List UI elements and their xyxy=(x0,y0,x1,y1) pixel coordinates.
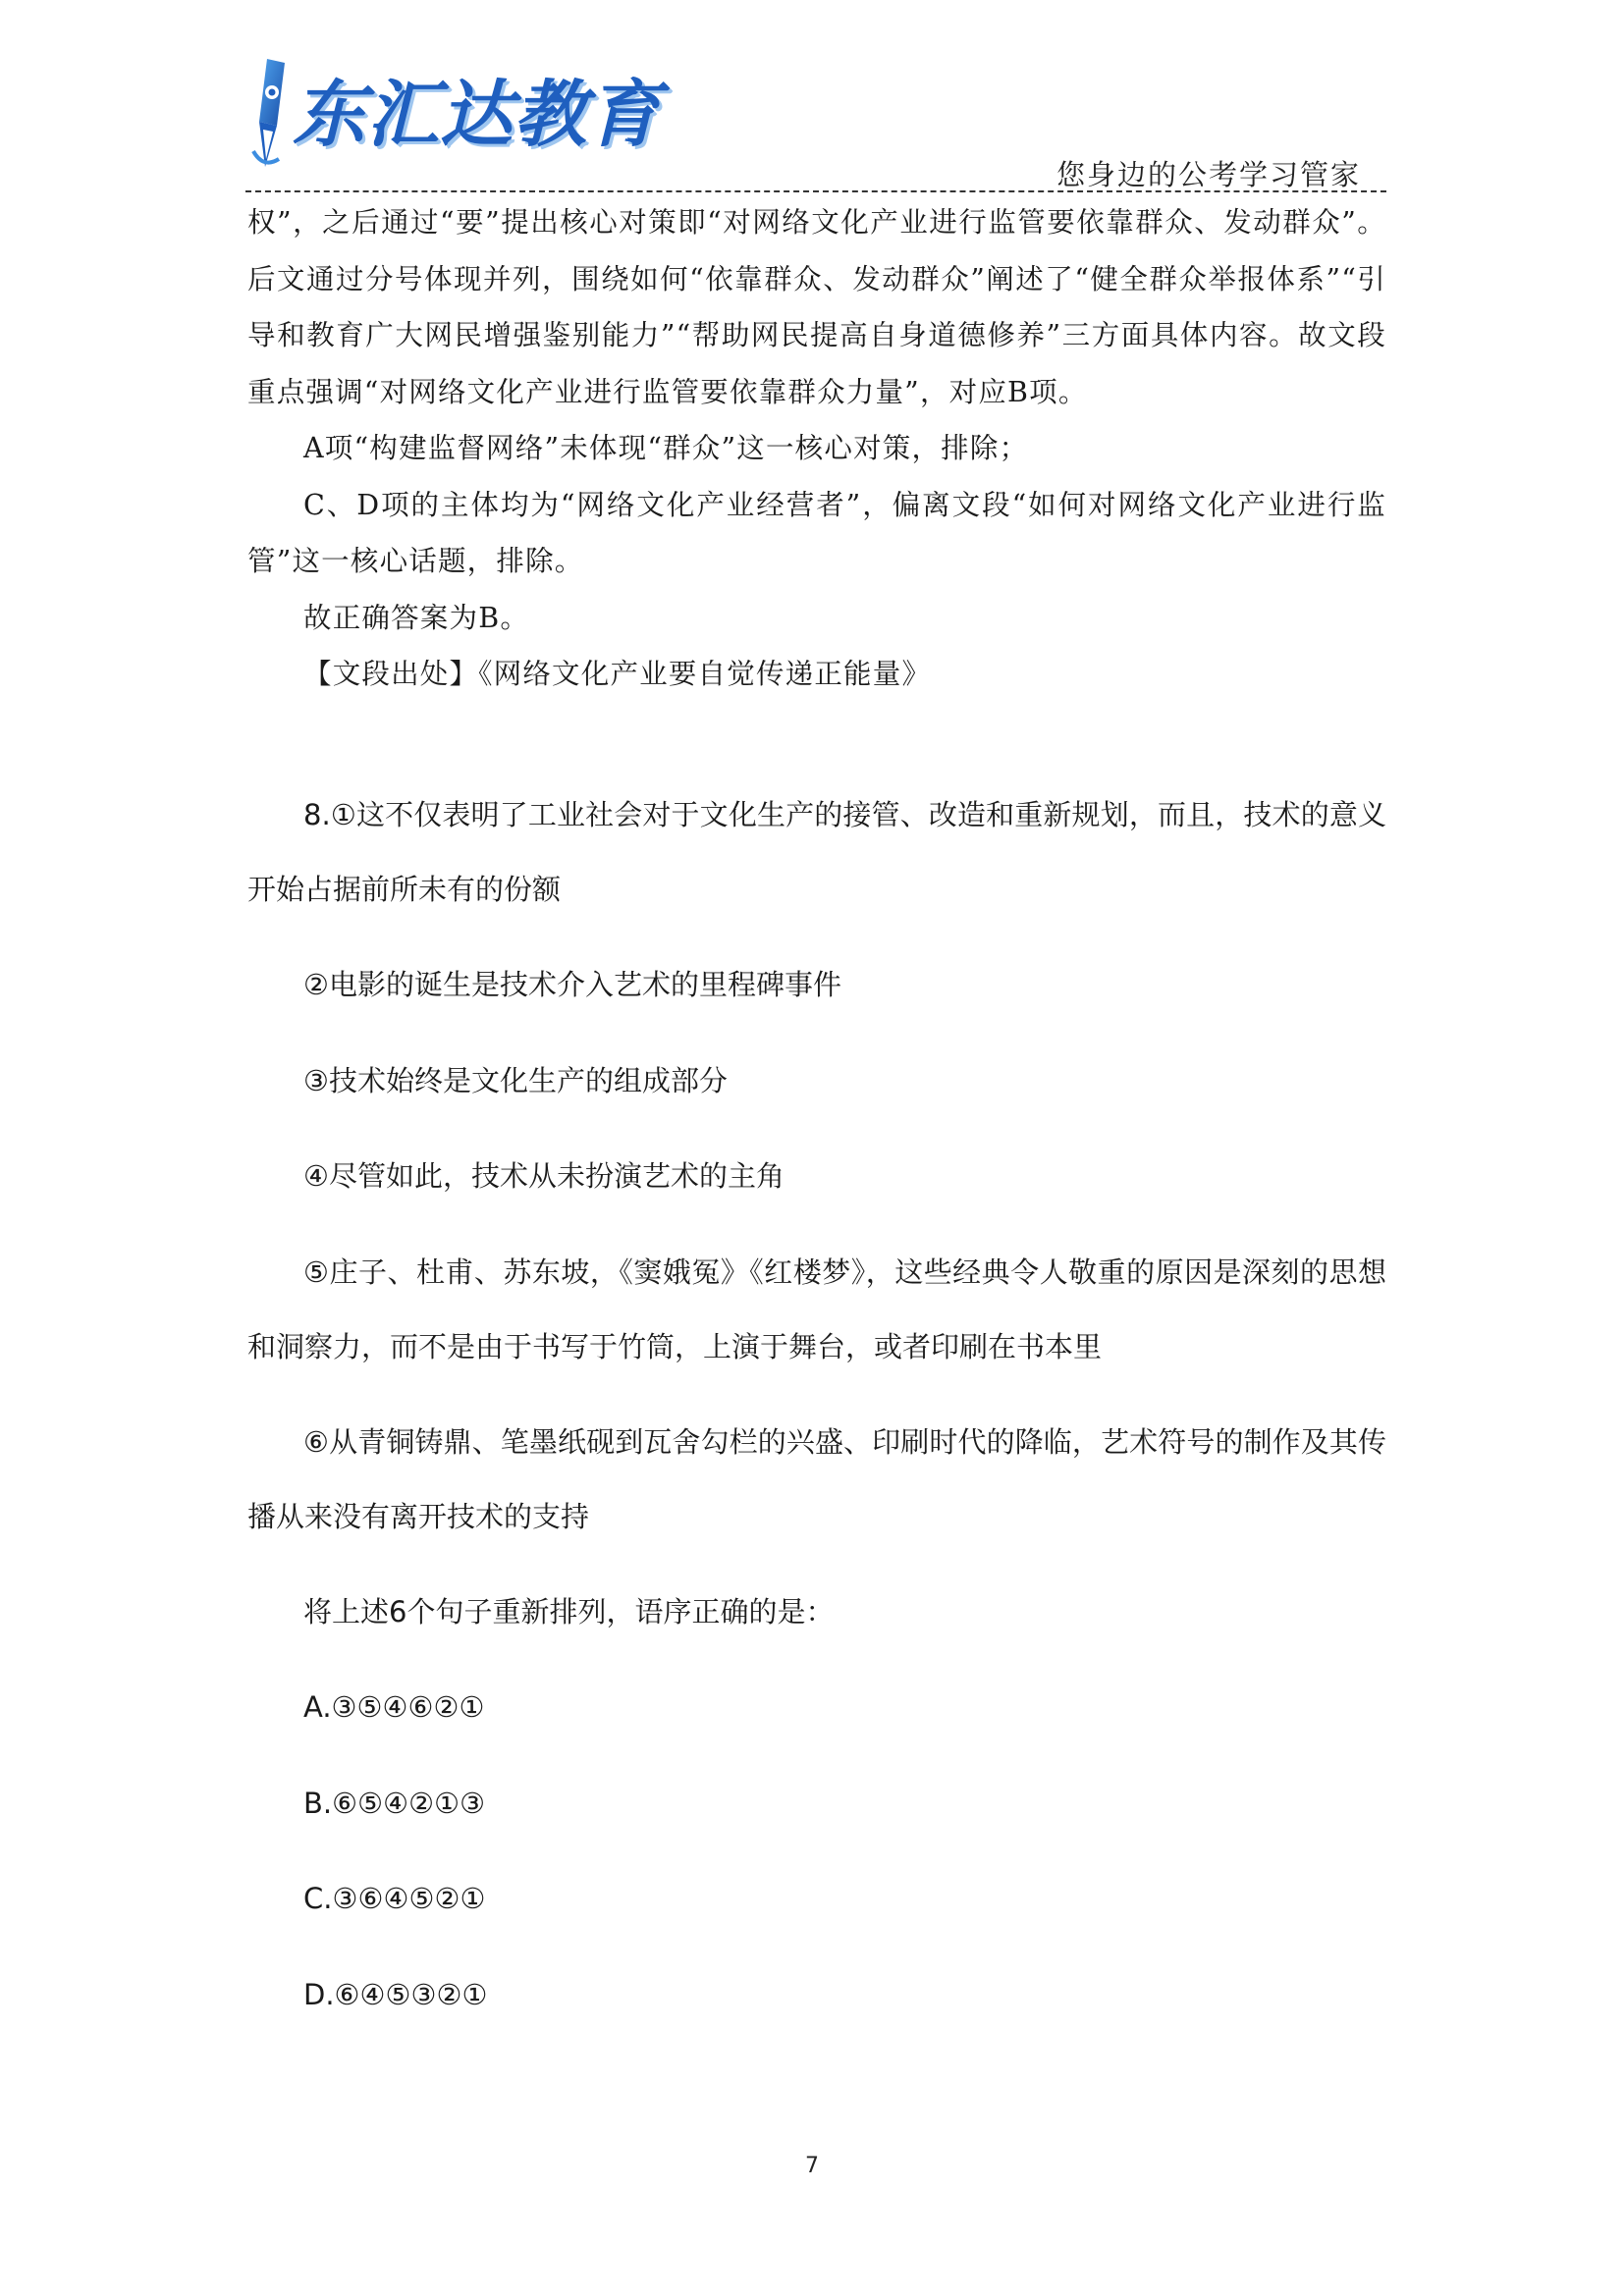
logo xyxy=(245,57,677,175)
header-divider xyxy=(245,190,1386,192)
sentence-5: ⑤庄子、杜甫、苏东坡，《窦娥冤》《红楼梦》，这些经典令人敬重的原因是深刻的思想和洞察力，而不是由于书写于竹筒，上演于舞台，或者印刷在书本里 xyxy=(247,1255,1386,1363)
answer-explanation xyxy=(247,194,1386,703)
sentence-3: ③技术始终是文化生产的组成部分 xyxy=(303,1063,728,1097)
page-number: 7 xyxy=(805,2154,819,2178)
header-slogan: 您身边的公考学习管家 xyxy=(1056,158,1361,191)
question-prompt: 将上述6个句子重新排列，语序正确的是： xyxy=(303,1594,835,1629)
option-b: B.⑥⑤④②①③ xyxy=(303,1786,486,1820)
option-d: D.⑥④⑤③②① xyxy=(303,1977,488,2011)
explanation-source: 【文段出处】《网络文化产业要自觉传递正能量》 xyxy=(303,658,932,690)
sentence-2: ②电影的诞生是技术介入艺术的里程碑事件 xyxy=(303,968,841,1001)
option-a: A.③⑤④⑥②① xyxy=(303,1690,485,1724)
explanation-answer: 故正确答案为B。 xyxy=(303,601,530,634)
option-c: C.③⑥④⑤②① xyxy=(303,1882,486,1915)
sentence-4: ④尽管如此，技术从未扮演艺术的主角 xyxy=(303,1159,785,1193)
sentence-6: ⑥从青铜铸鼎、笔墨纸砚到瓦舍勾栏的兴盛、印刷时代的降临，艺术符号的制作及其传播从来没有离开技术的支持 xyxy=(247,1424,1386,1533)
explanation-paragraph: 权”，之后通过“要”提出核心对策即“对网络文化产业进行监管要依靠群众、发动群众”。后文通过分号体现并列，围绕如何“依靠群众、发动群众”阐述了“健全群众举报体系”“引导和教育广大网民增强鉴别能力”“帮助网民提高自身道德修养”三方面具体内容。故文段重点强调“对网络文化产业进行监管要依靠群众力量”，对应B项。 xyxy=(247,206,1386,408)
logo-text: 东汇达教育 xyxy=(293,73,661,157)
explanation-option-a: A项“构建监督网络”未体现“群众”这一核心对策，排除； xyxy=(303,432,1029,464)
question-8 xyxy=(247,777,1386,2053)
explanation-option-cd: C、D项的主体均为“网络文化产业经营者”，偏离文段“如何对网络文化产业进行监管”这一核心话题，排除。 xyxy=(247,488,1386,577)
sentence-1: 8.①这不仅表明了工业社会对于文化生产的接管、改造和重新规划，而且，技术的意义开始占据前所未有的份额 xyxy=(247,798,1386,906)
page-header xyxy=(245,57,1386,194)
